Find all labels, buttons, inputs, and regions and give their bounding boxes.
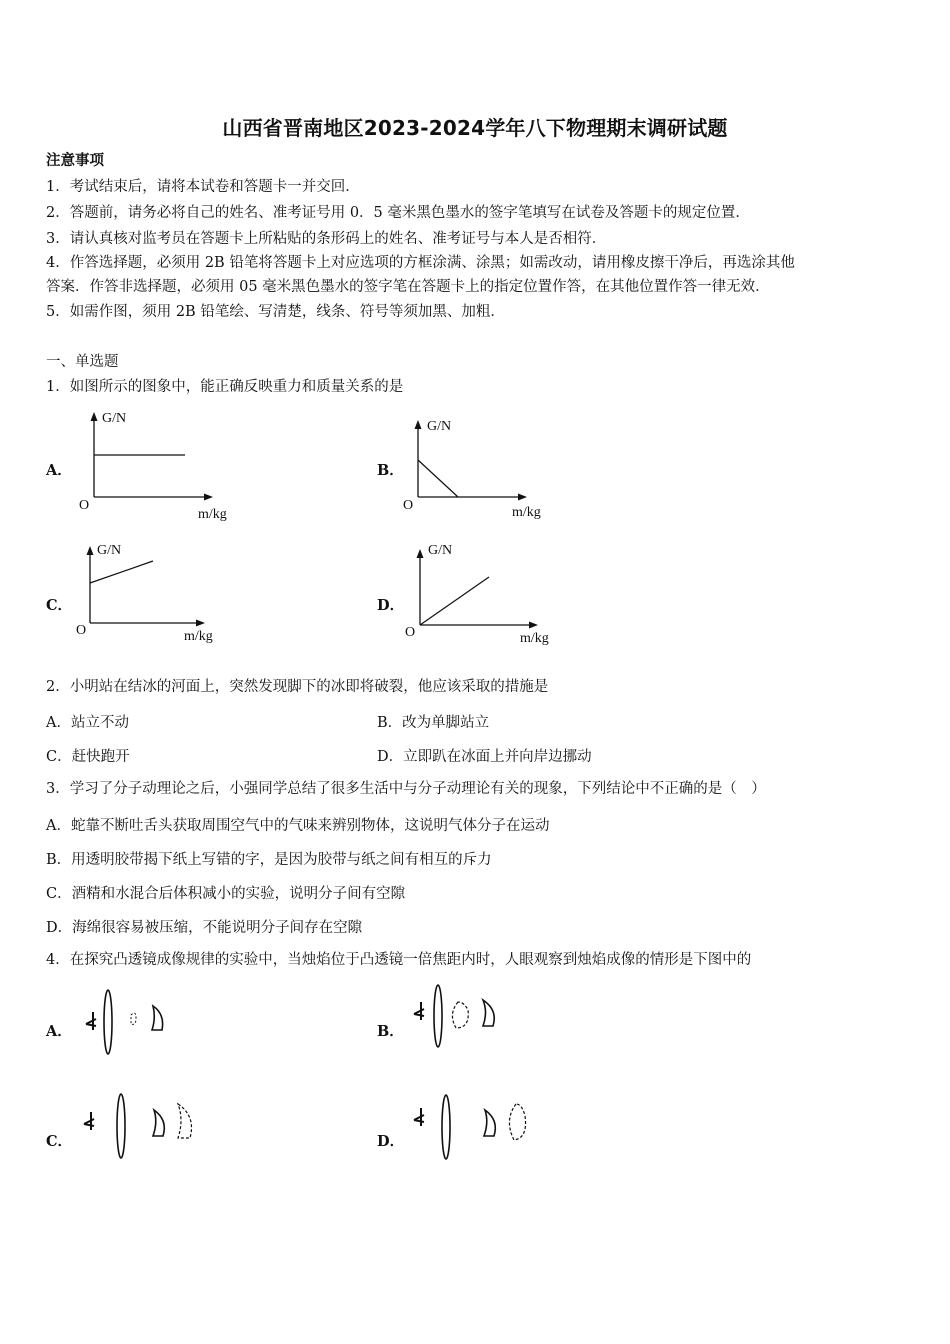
option-label-c: C． xyxy=(46,597,73,614)
q4-label-d: D． xyxy=(377,1133,405,1150)
origin-label: O xyxy=(76,623,87,638)
q3-option-d: D．海绵很容易被压缩，不能说明分子间存在空隙 xyxy=(46,920,363,936)
q3-option-c: C．酒精和水混合后体积减小的实验，说明分子间有空隙 xyxy=(46,886,406,902)
q4-label-a: A． xyxy=(46,1023,72,1040)
q4-label-b: B． xyxy=(377,1023,404,1040)
q2-option-b: B．改为单脚站立 xyxy=(377,715,490,731)
notice-heading: 注意事项 xyxy=(46,152,104,169)
notice-item: 答案．作答非选择题，必须用 05 毫米黑色墨水的签字笔在答题卡上的指定位置作答，在其他位置作答一律无效． xyxy=(46,279,770,295)
origin-label: O xyxy=(405,625,416,640)
q2-option-d: D．立即趴在冰面上并向岸边挪动 xyxy=(377,749,592,765)
question-3-stem: 3．学习了分子动理论之后，小强同学总结了很多生活中与分子动理论有关的现象，下列结论中不正确的是（ ） xyxy=(46,781,766,797)
question-1-stem: 1．如图所示的图象中，能正确反映重力和质量关系的是 xyxy=(46,379,404,395)
axis-label-x: m/kg xyxy=(198,507,227,522)
notice-item: 5．如需作图，须用 2B 铅笔绘、写清楚，线条、符号等须加黑、加粗． xyxy=(46,304,505,320)
notice-item: 1．考试结束后，请将本试卷和答题卡一并交回． xyxy=(46,179,360,195)
page-title: 山西省晋南地区2023-2024学年八下物理期末调研试题 xyxy=(222,116,728,140)
origin-label: O xyxy=(79,498,90,513)
axis-label-x: m/kg xyxy=(184,629,213,644)
axis-label-x: m/kg xyxy=(512,505,541,520)
axis-label-y: G/N xyxy=(428,543,453,558)
question-4-stem: 4．在探究凸透镜成像规律的实验中，当烛焰位于凸透镜一倍焦距内时，人眼观察到烛焰成像的情形是下图中的 xyxy=(46,952,752,968)
axis-label-y: G/N xyxy=(102,411,127,426)
q2-option-a: A．站立不动 xyxy=(46,715,129,731)
option-label-d: D． xyxy=(377,597,405,614)
q2-option-c: C．赶快跑开 xyxy=(46,749,130,765)
notice-item: 4．作答选择题，必须用 2B 铅笔将答题卡上对应选项的方框涂满、涂黑；如需改动，请用橡皮擦干净后，再选涂其他 xyxy=(46,255,795,271)
section-heading: 一、单选题 xyxy=(46,354,119,370)
axis-label-y: G/N xyxy=(97,543,122,558)
notice-item: 3．请认真核对监考员在答题卡上所粘贴的条形码上的姓名、准考证号与本人是否相符． xyxy=(46,231,607,247)
axis-label-x: m/kg xyxy=(520,631,549,646)
option-label-a: A． xyxy=(46,462,72,479)
option-label-b: B． xyxy=(377,462,404,479)
axis-label-y: G/N xyxy=(427,419,452,434)
notice-item: 2．答题前，请务必将自己的姓名、准考证号用 0．5 毫米黑色墨水的签字笔填写在试卷及答题卡的规定位置． xyxy=(46,205,750,221)
q3-option-a: A．蛇靠不断吐舌头获取周围空气中的气味来辨别物体，这说明气体分子在运动 xyxy=(46,818,550,834)
q4-label-c: C． xyxy=(46,1133,73,1150)
question-2-stem: 2．小明站在结冰的河面上，突然发现脚下的冰即将破裂，他应该采取的措施是 xyxy=(46,679,549,695)
q3-option-b: B．用透明胶带揭下纸上写错的字，是因为胶带与纸之间有相互的斥力 xyxy=(46,852,492,868)
origin-label: O xyxy=(403,498,414,513)
